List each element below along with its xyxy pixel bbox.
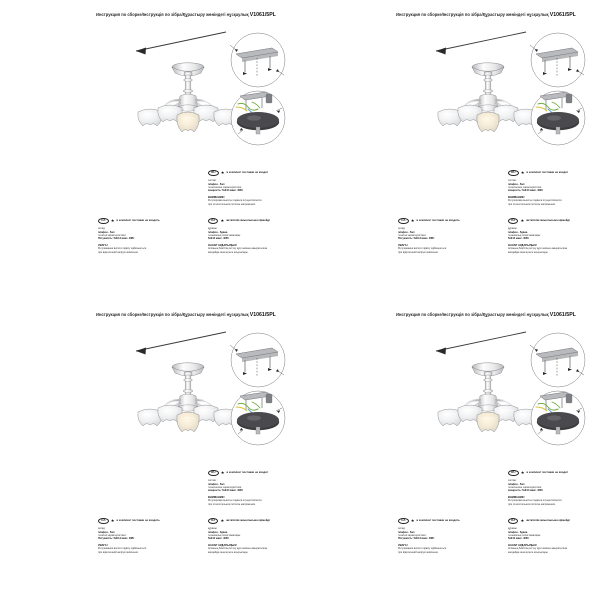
spec-line: плафон - 5шт. — [508, 182, 526, 186]
spec-line: технічні характеристики: — [398, 534, 427, 538]
spec-line: құрамы: — [208, 527, 218, 531]
warning-body-line: жағдайда ғана жүзеге асырылады. — [208, 550, 249, 554]
warning-body-line: Аспаның биіктігін реттеу кұат көзінен ажыратылған — [508, 247, 568, 251]
language-block-ru — [508, 470, 600, 506]
language-block-header — [208, 218, 300, 224]
language-block-header — [208, 470, 300, 476]
language-badge-kz: KZ — [208, 518, 218, 524]
star-icon: ★ — [520, 470, 525, 476]
instruction-sheet — [300, 300, 600, 600]
not-included-note: жеткізілім жиынтығына кірмейді — [226, 519, 270, 523]
not-included-note: в комплект поставки не входит — [226, 171, 269, 175]
ceiling-mounting-bracket-diagram — [530, 333, 585, 387]
spec-line: 5xE14 макс. 40Вт — [508, 537, 529, 541]
spec-line: склад: — [398, 527, 406, 531]
ceiling-cup-wiring-diagram — [531, 391, 585, 445]
spec-line: технічні характеристики: — [98, 534, 127, 538]
spec-line: құрамы: — [208, 227, 218, 231]
warning-title: УВАГА! — [98, 543, 108, 547]
model-number: V1061/5PL — [549, 312, 576, 318]
spec-line: плафон - 5дана. — [208, 530, 228, 534]
language-block-ua — [398, 518, 490, 554]
star-icon: ★ — [220, 218, 225, 224]
star-icon: ★ — [110, 518, 115, 524]
language-block-kz — [508, 518, 600, 554]
warning-title: ВНИМАНИЕ! — [508, 495, 525, 499]
not-included-note: жеткізілім жиынтығына кірмейді — [526, 519, 570, 523]
detail-diagrams — [518, 30, 598, 150]
spec-line: мощность: 5xE14 макс. 40Вт — [508, 189, 544, 193]
model-number: V1061/5PL — [549, 12, 576, 18]
not-included-note: в комплект поставки не входит — [526, 471, 569, 475]
page-title: Инструкция по сборке/Інструкція по зібра/Құрастыру жөніндегі нұсқаулық V1061/5PL — [396, 312, 576, 318]
ceiling-cup-wiring-diagram — [531, 91, 585, 145]
detail-circle-group — [218, 30, 298, 150]
detail-circle-group — [518, 330, 598, 450]
spec-line: мощность: 5xE14 макс. 40Вт — [508, 489, 544, 493]
detail-circle-group — [218, 330, 298, 450]
language-badge-ua: UA — [98, 518, 109, 524]
star-icon: ★ — [520, 518, 525, 524]
detail-diagrams — [518, 330, 598, 450]
spec-line: состав: — [508, 179, 517, 183]
warning-body-line: при відключеній напрузі живлення. — [98, 250, 139, 254]
warning-title: НАЗАР АУДАРЫҢЫЗ! — [508, 543, 537, 547]
spec-line: техникалық сипаттамалары: — [508, 534, 541, 538]
model-number: V1061/5PL — [249, 12, 276, 18]
warning-body-line: жағдайда ғана жүзеге асырылады. — [508, 250, 549, 254]
warning-title: ВНИМАНИЕ! — [208, 195, 225, 199]
spec-line: состав: — [208, 479, 217, 483]
language-badge-ru: RU — [208, 470, 219, 476]
language-block-header — [208, 518, 300, 524]
spec-line: плафон - 5дана. — [508, 530, 528, 534]
warning-body-line: Регулировка высоты подвеса осуществляется — [208, 199, 262, 203]
star-icon: ★ — [220, 470, 225, 476]
spec-line: склад: — [98, 227, 106, 231]
spec-line: состав: — [208, 179, 217, 183]
ceiling-cup-wiring-diagram — [231, 391, 285, 445]
spec-line: плафон - 5шт. — [398, 230, 416, 234]
warning-body-line: Регулировка высоты подвеса осуществляется — [208, 499, 262, 503]
spec-line: құрамы: — [508, 527, 518, 531]
warning-title: УВАГА! — [398, 543, 408, 547]
warning-body-line: при относительном потолке напряжения. — [208, 202, 256, 206]
spec-line: Потужність: 5xE14 макс. 40Вт — [398, 237, 435, 241]
language-badge-ru: RU — [508, 470, 519, 476]
warning-title: НАЗАР АУДАРЫҢЫЗ! — [208, 243, 237, 247]
spec-line: плафон - 5шт. — [398, 530, 416, 534]
warning-body-line: Регулювання висоти підвісу здійснюється — [398, 547, 447, 551]
language-block-ru — [208, 470, 300, 506]
language-block-header — [208, 170, 300, 176]
warning-title: УВАГА! — [398, 243, 408, 247]
page-title: Инструкция по сборке/Інструкція по зібра/Құрастыру жөніндегі нұсқаулық V1061/5PL — [396, 12, 576, 18]
language-badge-kz: KZ — [208, 218, 218, 224]
detail-diagrams — [218, 330, 298, 450]
spec-line: технические характеристики: — [508, 186, 542, 190]
star-icon: ★ — [410, 218, 415, 224]
not-included-note: в комплект поставки не входить — [116, 219, 160, 223]
spec-line: 5xE14 макс. 40Вт — [208, 537, 229, 541]
spec-line: плафон - 5шт. — [208, 482, 226, 486]
not-included-note: жеткізілім жиынтығына кірмейді — [526, 219, 570, 223]
page-title: Инструкция по сборке/Інструкція по зібра/Құрастыру жөніндегі нұсқаулық V1061/5PL — [96, 12, 276, 18]
not-included-note: в комплект поставки не входить — [416, 519, 460, 523]
ceiling-cup-wiring-diagram — [231, 91, 285, 145]
not-included-note: в комплект поставки не входит — [526, 171, 569, 175]
model-number: V1061/5PL — [249, 312, 276, 318]
spec-line: құрамы: — [508, 227, 518, 231]
language-block-header — [508, 218, 600, 224]
warning-body-line: при відключеній напрузі живлення. — [398, 250, 439, 254]
instruction-sheet — [0, 0, 300, 300]
spec-line: техникалық сипаттамалары: — [208, 234, 241, 238]
warning-body-line: жағдайда ғана жүзеге асырылады. — [508, 550, 549, 554]
product-illustration — [98, 24, 298, 154]
language-block-header — [98, 518, 190, 524]
spec-line: технічні характеристики: — [98, 234, 127, 238]
language-block-header — [508, 170, 600, 176]
spec-line: технические характеристики: — [508, 486, 542, 490]
language-badge-ru: RU — [208, 170, 219, 176]
not-included-note: в комплект поставки не входит — [226, 471, 269, 475]
spec-line: склад: — [98, 527, 106, 531]
star-icon: ★ — [110, 218, 115, 224]
instruction-sheet — [0, 300, 300, 600]
warning-body-line: Регулювання висоти підвісу здійснюється — [398, 247, 447, 251]
spec-line: техникалық сипаттамалары: — [208, 534, 241, 538]
warning-body-line: при относительном потолке напряжения. — [508, 202, 556, 206]
not-included-note: в комплект поставки не входить — [416, 219, 460, 223]
spec-line: плафон - 5дана. — [208, 230, 228, 234]
spec-line: 5xE14 макс. 40Вт — [208, 237, 229, 241]
warning-body-line: Аспаның биіктігін реттеу кұат көзінен ажыратылған — [208, 247, 268, 251]
language-block-kz — [508, 218, 600, 254]
star-icon: ★ — [410, 518, 415, 524]
warning-body-line: при относительном потолке напряжения. — [208, 502, 256, 506]
ceiling-mounting-bracket-diagram — [530, 33, 585, 87]
language-block-header — [508, 518, 600, 524]
not-included-note: в комплект поставки не входить — [116, 519, 160, 523]
warning-title: НАЗАР АУДАРЫҢЫЗ! — [508, 243, 537, 247]
language-block-ua — [398, 218, 490, 254]
language-block-kz — [208, 518, 300, 554]
not-included-note: жеткізілім жиынтығына кірмейді — [226, 219, 270, 223]
language-block-kz — [208, 218, 300, 254]
warning-body-line: при відключеній напрузі живлення. — [98, 550, 139, 554]
spec-line: Потужність: 5xE14 макс. 40Вт — [98, 537, 135, 541]
spec-line: Потужність: 5xE14 макс. 40Вт — [398, 537, 435, 541]
star-icon: ★ — [220, 170, 225, 176]
warning-body-line: Аспаның биіктігін реттеу кұат көзінен ажыратылған — [508, 547, 568, 551]
spec-line: плафон - 5дана. — [508, 230, 528, 234]
warning-body-line: при відключеній напрузі живлення. — [398, 550, 439, 554]
spec-line: плафон - 5шт. — [208, 182, 226, 186]
instruction-sheet — [300, 0, 600, 300]
star-icon: ★ — [220, 518, 225, 524]
spec-line: склад: — [398, 227, 406, 231]
ceiling-mounting-bracket-diagram — [230, 333, 285, 387]
spec-line: мощность: 5xE14 макс. 40Вт — [208, 489, 244, 493]
language-block-header — [398, 518, 490, 524]
star-icon: ★ — [520, 170, 525, 176]
spec-line: мощность: 5xE14 макс. 40Вт — [208, 189, 244, 193]
spec-line: технічні характеристики: — [398, 234, 427, 238]
detail-circle-group — [518, 30, 598, 150]
warning-title: УВАГА! — [98, 243, 108, 247]
warning-title: ВНИМАНИЕ! — [508, 195, 525, 199]
spec-line: техникалық сипаттамалары: — [508, 234, 541, 238]
product-illustration — [398, 324, 598, 454]
language-badge-ua: UA — [398, 218, 409, 224]
warning-body-line: жағдайда ғана жүзеге асырылады. — [208, 250, 249, 254]
warning-body-line: Регулировка высоты подвеса осуществляется — [508, 199, 562, 203]
spec-line: плафон - 5шт. — [508, 482, 526, 486]
spec-line: состав: — [508, 479, 517, 483]
spec-line: технические характеристики: — [208, 186, 242, 190]
spec-line: технические характеристики: — [208, 486, 242, 490]
spec-line: 5xE14 макс. 40Вт — [508, 237, 529, 241]
language-badge-ua: UA — [98, 218, 109, 224]
language-badge-ru: RU — [508, 170, 519, 176]
language-block-ua — [98, 218, 190, 254]
language-block-ru — [208, 170, 300, 206]
warning-body-line: Регулювання висоти підвісу здійснюється — [98, 247, 147, 251]
warning-body-line: при относительном потолке напряжения. — [508, 502, 556, 506]
spec-line: Потужність: 5xE14 макс. 40Вт — [98, 237, 135, 241]
warning-title: ВНИМАНИЕ! — [208, 495, 225, 499]
warning-title: НАЗАР АУДАРЫҢЫЗ! — [208, 543, 237, 547]
language-block-header — [98, 218, 190, 224]
ceiling-mounting-bracket-diagram — [230, 33, 285, 87]
language-block-ru — [508, 170, 600, 206]
language-block-header — [398, 218, 490, 224]
warning-body-line: Регулювання висоти підвісу здійснюється — [98, 547, 147, 551]
spec-line: плафон - 5шт. — [98, 230, 116, 234]
warning-body-line: Аспаның биіктігін реттеу кұат көзінен ажыратылған — [208, 547, 268, 551]
detail-diagrams — [218, 30, 298, 150]
language-badge-ua: UA — [398, 518, 409, 524]
language-block-ua — [98, 518, 190, 554]
product-illustration — [98, 324, 298, 454]
language-badge-kz: KZ — [508, 518, 518, 524]
language-badge-kz: KZ — [508, 218, 518, 224]
page-title: Инструкция по сборке/Інструкція по зібра/Құрастыру жөніндегі нұсқаулық V1061/5PL — [96, 312, 276, 318]
product-illustration — [398, 24, 598, 154]
star-icon: ★ — [520, 218, 525, 224]
warning-body-line: Регулировка высоты подвеса осуществляется — [508, 499, 562, 503]
spec-line: плафон - 5шт. — [98, 530, 116, 534]
language-block-header — [508, 470, 600, 476]
